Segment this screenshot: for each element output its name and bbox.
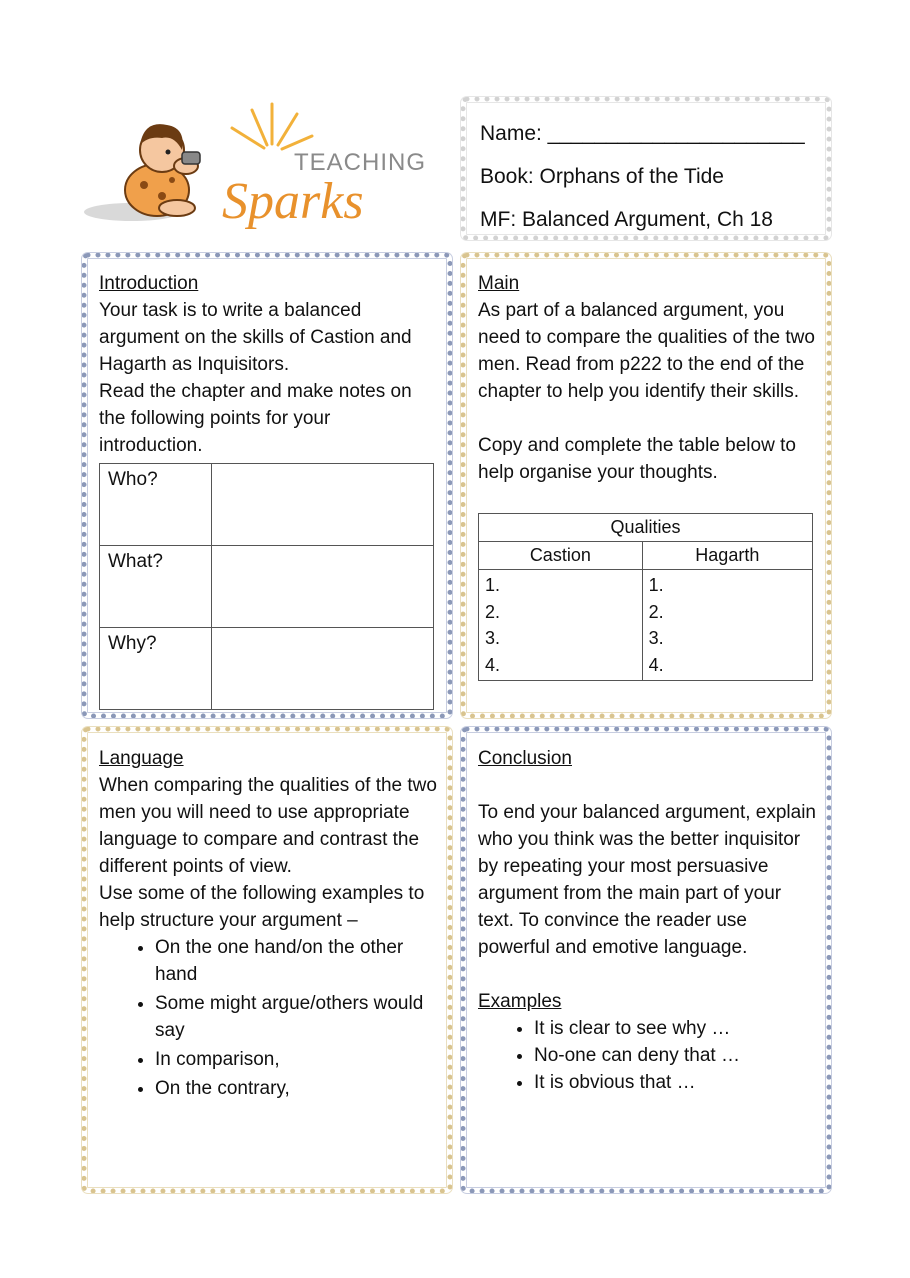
conclusion-section	[461, 727, 831, 1193]
castion-list[interactable]	[479, 570, 643, 681]
hagarth-list[interactable]	[642, 570, 812, 681]
list-item: • In comparison,	[155, 1046, 437, 1073]
introduction-section	[82, 253, 452, 718]
list-item: 4.	[485, 654, 501, 675]
what-label: What?	[100, 546, 212, 628]
focus-title: MF: Balanced Argument, Ch 18	[480, 208, 773, 231]
logo-graphic	[82, 100, 427, 235]
list-item: 3.	[648, 628, 664, 648]
list-item: 3.	[485, 628, 501, 648]
list-item: 1.	[648, 575, 664, 595]
main-section	[461, 253, 831, 718]
qualities-table-title: Qualities	[479, 514, 813, 542]
who-answer-cell[interactable]	[212, 464, 434, 546]
language-heading: Language	[99, 748, 184, 769]
table-row	[100, 546, 434, 628]
introduction-instructions: Read the chapter and make notes on the following points for your introduction.	[99, 381, 412, 456]
list-item: • It is clear to see why …	[534, 1015, 816, 1042]
what-answer-cell[interactable]	[212, 546, 434, 628]
name-field-label[interactable]: Name: ______________________	[480, 122, 805, 145]
list-item: • Some might argue/others would say	[155, 990, 437, 1044]
list-item: 2.	[648, 601, 664, 622]
teaching-sparks-logo	[82, 100, 427, 235]
main-heading: Main	[478, 273, 520, 294]
introduction-text: Your task is to write a balanced argument on the skills of Castion and Hagarth as Inquisitors.	[99, 300, 412, 375]
logo-text-teaching: TEACHING	[294, 149, 427, 176]
list-item: • On the one hand/on the other hand	[155, 934, 437, 988]
language-section	[82, 727, 452, 1193]
conclusion-heading: Conclusion	[478, 748, 572, 769]
castion-column-header: Castion	[479, 542, 643, 570]
why-label: Why?	[100, 628, 212, 710]
table-row	[100, 464, 434, 546]
logo-text-sparks: Sparks	[222, 173, 364, 230]
student-info-box	[461, 97, 831, 240]
list-item: 2.	[485, 601, 501, 622]
language-instructions: Use some of the following examples to help structure your argument –	[99, 883, 425, 931]
conclusion-examples-list	[478, 1015, 816, 1096]
list-item: • On the contrary,	[155, 1075, 437, 1102]
main-instructions: Copy and complete the table below to help organise your thoughts.	[478, 435, 796, 483]
list-item: 4.	[648, 654, 664, 675]
qualities-table	[478, 513, 813, 681]
language-text: When comparing the qualities of the two men you will need to use appropriate language to compare and contrast the different points of view.	[99, 775, 437, 877]
who-label: Who?	[100, 464, 212, 546]
why-answer-cell[interactable]	[212, 628, 434, 710]
list-item: • It is obvious that …	[534, 1069, 816, 1096]
introduction-notes-table	[99, 463, 434, 710]
conclusion-text: To end your balanced argument, explain who you think was the better inquisitor by repeating your most persuasive argument from the main part of your text. To convince the reader use powerful and emotive language.	[478, 802, 817, 958]
table-row	[100, 628, 434, 710]
hagarth-column-header: Hagarth	[642, 542, 812, 570]
examples-heading: Examples	[478, 991, 562, 1012]
main-text: As part of a balanced argument, you need to compare the qualities of the two men. Read from p222 to the end of the chapter to help you identify their skills.	[478, 300, 815, 402]
introduction-heading: Introduction	[99, 273, 199, 294]
book-title: Book: Orphans of the Tide	[480, 165, 724, 188]
list-item: • No-one can deny that …	[534, 1042, 816, 1069]
language-examples-list	[99, 934, 437, 1102]
list-item: 1.	[485, 575, 501, 595]
